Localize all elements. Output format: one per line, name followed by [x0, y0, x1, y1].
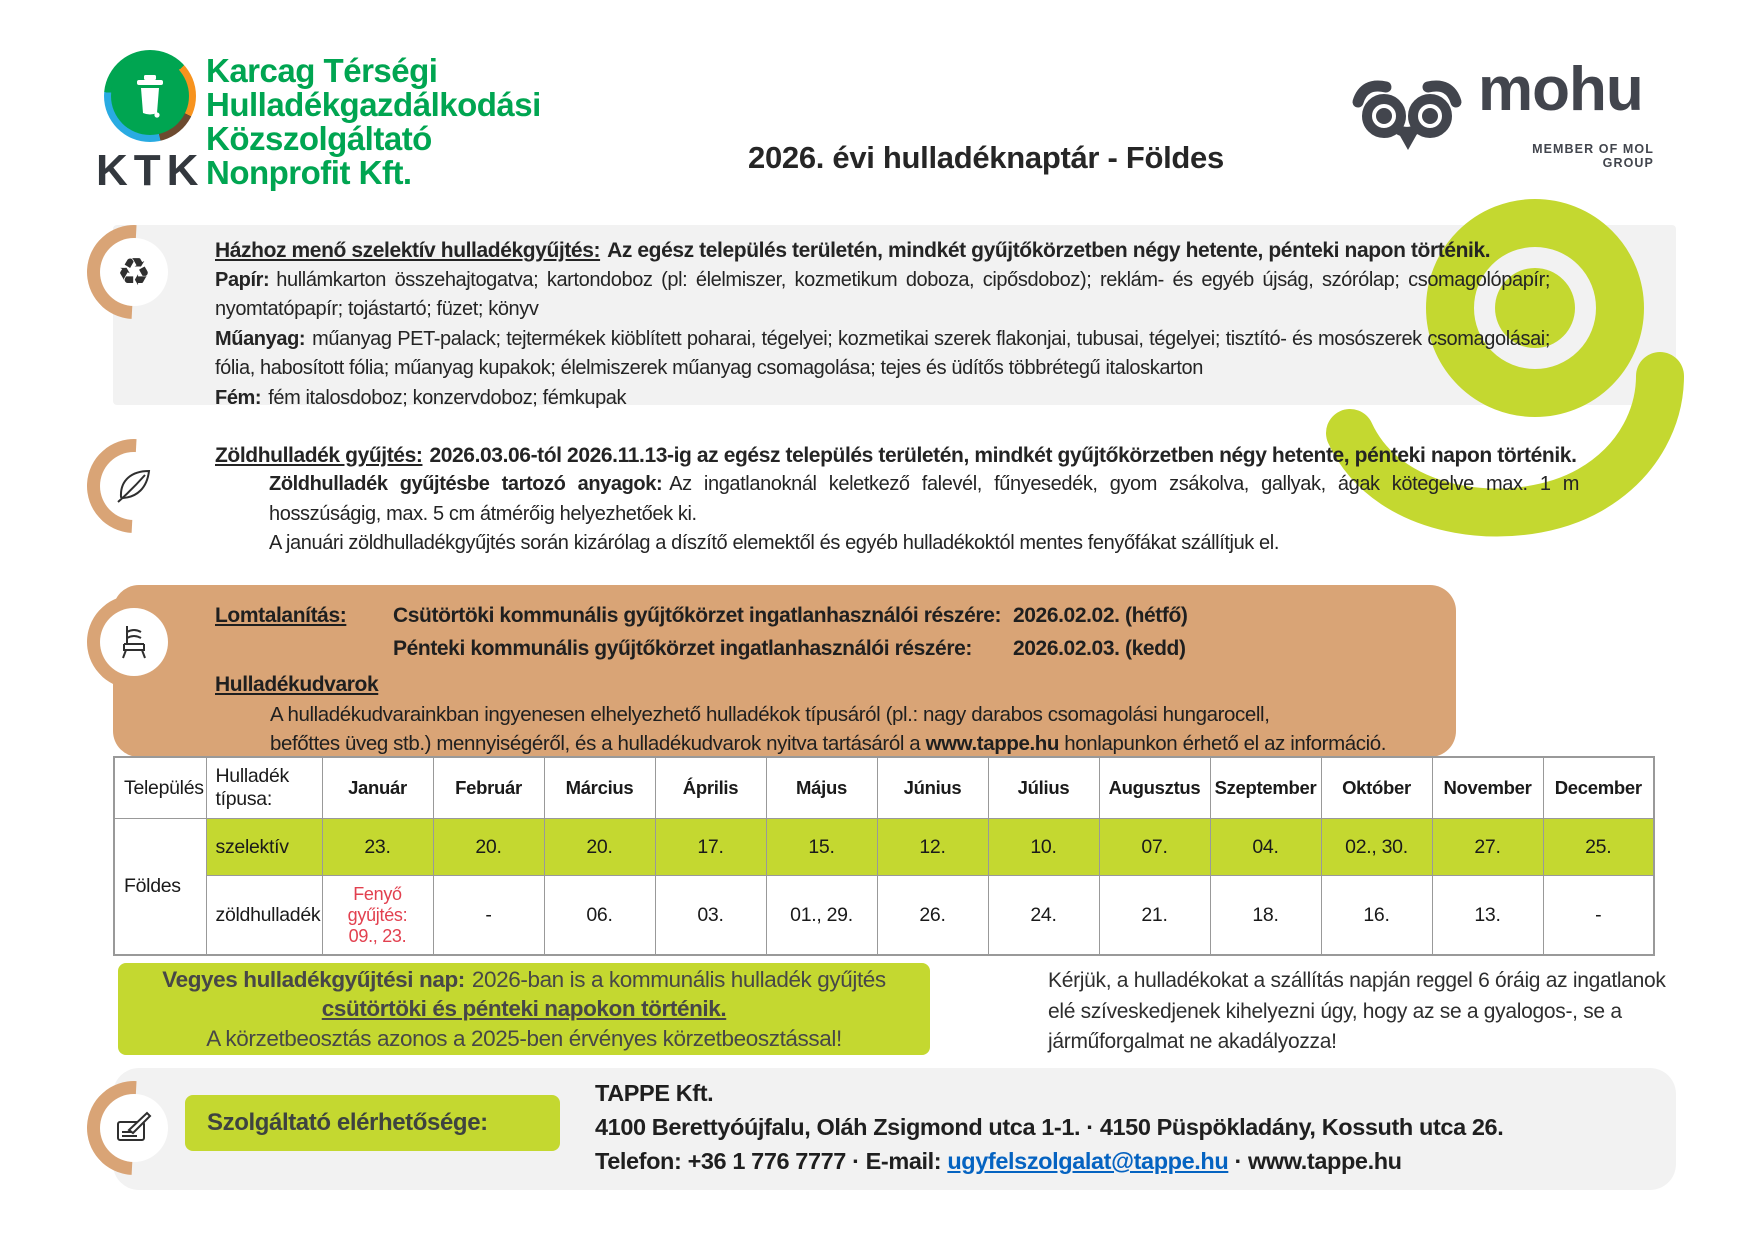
col-header-settlement: Település: [114, 757, 206, 819]
mixed-line1: [118, 965, 930, 995]
col-header-month: Április: [655, 757, 766, 819]
green-waste-section-body: [269, 470, 1579, 559]
paper-text: hullámkarton összehajtogatva; kartondoboz (pl: élelmiszer, kozmetikum doboza, cipősdoboz); reklám- és egyéb újság, szórólap; csomagolópapír; nyomtatópapír; tojástartó; füzet; könyv: [215, 268, 1550, 320]
contact-icon: [115, 1110, 153, 1146]
provider-contact-line: [595, 1144, 1503, 1178]
bulky-waste-badge: [86, 594, 182, 690]
col-header-month: Május: [766, 757, 877, 819]
placement-notice: Kérjük, a hulladékokat a szállítás napján reggel 6 óráig az ingatlanok elé szíveskedjenek kihelyezni úgy, hogy az se a gyalogos-, se a járműforgalmat ne akadályozza!: [1048, 969, 1666, 1053]
green-heading: Zöldhulladék gyűjtés:: [215, 444, 423, 467]
selective-heading-rest: Az egész település területén, mindkét gyűjtőkörzetben négy hetente, pénteki napon történik.: [607, 239, 1491, 262]
waste-yards-text: [270, 700, 1426, 758]
mohu-wordmark: mohu: [1478, 55, 1643, 124]
col-header-month: Október: [1321, 757, 1432, 819]
selective-date-cell: 23.: [322, 819, 433, 876]
col-header-month: Február: [433, 757, 544, 819]
selective-date-cell: 10.: [988, 819, 1099, 876]
bulky-row-label: Pénteki kommunális gyűjtőkörzet ingatlanhasználói részére:: [393, 637, 972, 660]
ktk-line: Nonprofit Kft.: [206, 154, 412, 191]
furniture-icon: [116, 623, 152, 661]
waste-yards-website: www.tappe.hu: [925, 732, 1059, 755]
green-date-cell: 18.: [1210, 876, 1321, 956]
green-date-cell: 01., 29.: [766, 876, 877, 956]
mixed-waste-box: [118, 963, 930, 1055]
selective-date-cell: 04.: [1210, 819, 1321, 876]
waste-yards-line2-post: honlapunkon érhető el az információ.: [1058, 732, 1387, 755]
col-header-month: Július: [988, 757, 1099, 819]
green-date-cell: 13.: [1432, 876, 1543, 956]
col-header-waste-type: Hulladék típusa:: [206, 757, 322, 819]
leaf-icon: [114, 466, 154, 506]
ktk-company-name: [206, 54, 541, 190]
paper-paragraph: [215, 266, 1550, 325]
provider-company: TAPPE Kft.: [595, 1080, 714, 1106]
waste-type-cell: zöldhulladék: [206, 876, 322, 956]
bulky-waste-section: [113, 585, 1456, 757]
col-header-month: Június: [877, 757, 988, 819]
selective-date-cell: 20.: [433, 819, 544, 876]
bulky-row-label: Csütörtöki kommunális gyűjtőkörzet ingatlanhasználói részére:: [393, 604, 1002, 627]
green-date-cell: 03.: [655, 876, 766, 956]
bulky-heading: Lomtalanítás:: [215, 604, 347, 627]
green-date-cell: Fenyő gyűjtés: 09., 23.: [322, 876, 433, 956]
metal-label: Fém:: [215, 386, 262, 409]
ktk-line: Közszolgáltató: [206, 120, 432, 157]
green-date-cell: 24.: [988, 876, 1099, 956]
settlement-cell: Földes: [114, 819, 206, 956]
provider-contact-block: [595, 1076, 1503, 1178]
bulky-row-date: 2026.02.02. (hétfő): [1013, 604, 1188, 627]
green-waste-section-heading: [215, 441, 1660, 471]
selective-date-cell: 27.: [1432, 819, 1543, 876]
provider-phone: Telefon: +36 1 776 7777 · E-mail:: [595, 1148, 948, 1174]
selective-collection-section: [215, 236, 1550, 413]
mohu-tagline: MEMBER OF MOL GROUP: [1532, 142, 1654, 170]
provider-website: · www.tappe.hu: [1228, 1148, 1402, 1174]
col-header-month: Augusztus: [1099, 757, 1210, 819]
green-heading-rest: 2026.03.06-tól 2026.11.13-ig az egész település területén, mindkét gyűjtőkörzetben négy hetente, pénteki napon történik.: [429, 444, 1577, 467]
email-link[interactable]: ugyfelszolgalat@tappe.hu: [947, 1148, 1229, 1174]
page-title: 2026. évi hulladéknaptár - Földes: [748, 140, 1224, 175]
green-materials-label: Zöldhulladék gyűjtésbe tartozó anyagok:: [269, 473, 663, 495]
mixed-line3: A körzetbeosztás azonos a 2025-ben érvényes körzetbeosztással!: [206, 1025, 842, 1051]
mixed-label: Vegyes hulladékgyűjtési nap:: [162, 966, 465, 992]
plastic-text: műanyag PET-palack; tejtermékek kiöblített poharai, tégelyei; kozmetikai szerek flakonjai, tubusai, tégelyei; tisztító- és mosószerek csomagolásai; fólia, habosított fólia; műanyag kupakok; élelmiszerek műanyag csomagolása; tejes és üdítős többrétegű italoskarton: [215, 327, 1550, 379]
green-date-cell: -: [433, 876, 544, 956]
contact-badge: [86, 1080, 182, 1176]
green-date-cell: 26.: [877, 876, 988, 956]
green-date-cell: 21.: [1099, 876, 1210, 956]
metal-text: fém italosdoboz; konzervdoboz; fémkupak: [268, 386, 627, 409]
col-header-month: Január: [322, 757, 433, 819]
mixed-line1-rest: 2026-ban is a kommunális hulladék gyűjtés: [471, 966, 886, 992]
provider-address: 4100 Berettyóújfalu, Oláh Zsigmond utca 1-1. · 4150 Püspökladány, Kossuth utca 26.: [595, 1114, 1504, 1140]
green-materials-paragraph: [269, 470, 1579, 529]
plastic-paragraph: [215, 325, 1550, 384]
col-header-month: Szeptember: [1210, 757, 1321, 819]
metal-paragraph: [215, 384, 1550, 414]
table-row-selective: [114, 819, 1654, 876]
recycle-icon: ♻: [116, 250, 152, 294]
collection-calendar-table: [113, 756, 1655, 956]
green-date-cell: 06.: [544, 876, 655, 956]
selective-date-cell: 25.: [1543, 819, 1654, 876]
col-header-month: Március: [544, 757, 655, 819]
table-row-green-waste: [114, 876, 1654, 956]
ktk-bin-icon: [111, 57, 189, 135]
selective-date-cell: 02., 30.: [1321, 819, 1432, 876]
ktk-acronym: KTK: [96, 146, 205, 195]
paper-label: Papír:: [215, 268, 270, 291]
selective-date-cell: 17.: [655, 819, 766, 876]
green-date-cell: -: [1543, 876, 1654, 956]
col-header-month: November: [1432, 757, 1543, 819]
waste-yards-line1: A hulladékudvarainkban ingyenesen elhelyezhető hulladékok típusáról (pl.: nagy darabos csomagolási hungarocell,: [270, 703, 1270, 726]
green-date-cell: 16.: [1321, 876, 1432, 956]
mixed-line2: csütörtöki és pénteki napokon történik.: [321, 996, 727, 1022]
selective-heading: Házhoz menő szelektív hulladékgyűjtés:: [215, 239, 601, 262]
col-header-month: December: [1543, 757, 1654, 819]
selective-date-cell: 20.: [544, 819, 655, 876]
bulky-row-thursday: [215, 599, 1426, 632]
ktk-line: Karcag Térségi: [206, 52, 438, 89]
selective-date-cell: 07.: [1099, 819, 1210, 876]
green-waste-badge: [86, 438, 182, 534]
ktk-logo: [104, 50, 196, 142]
recycle-badge: [86, 224, 182, 320]
plastic-label: Műanyag:: [215, 327, 306, 350]
table-header-row: [114, 757, 1654, 819]
pine-note: A januári zöldhulladékgyűjtés során kizárólag a díszítő elemektől és egyéb hulladékoktól mentes fenyőfákat szállítjuk el.: [269, 532, 1279, 554]
provider-label-pill: Szolgáltató elérhetősége:: [185, 1095, 560, 1151]
green-materials-text: Az ingatlanoknál keletkező falevél, fűnyesedék, gyom zsákolva, gallyak, ágak kötegelve max. 1 m hosszúságig, max. 5 cm átmérőig helyezhetőek ki.: [269, 473, 1579, 525]
selective-date-cell: 15.: [766, 819, 877, 876]
mohu-owl-icon: [1348, 76, 1466, 152]
selective-heading-line: [215, 236, 1550, 266]
selective-date-cell: 12.: [877, 819, 988, 876]
waste-yards-line2: [270, 729, 1426, 758]
waste-type-cell: szelektív: [206, 819, 322, 876]
bulky-row-friday: [215, 632, 1426, 665]
ktk-line: Hulladékgazdálkodási: [206, 86, 541, 123]
waste-yards-line2-pre: befőttes üveg stb.) mennyiségéről, és a hulladékudvarok nyitva tartásáról a: [270, 732, 926, 755]
bulky-row-date: 2026.02.03. (kedd): [1013, 637, 1186, 660]
waste-yards-heading: Hulladékudvarok: [215, 673, 379, 696]
